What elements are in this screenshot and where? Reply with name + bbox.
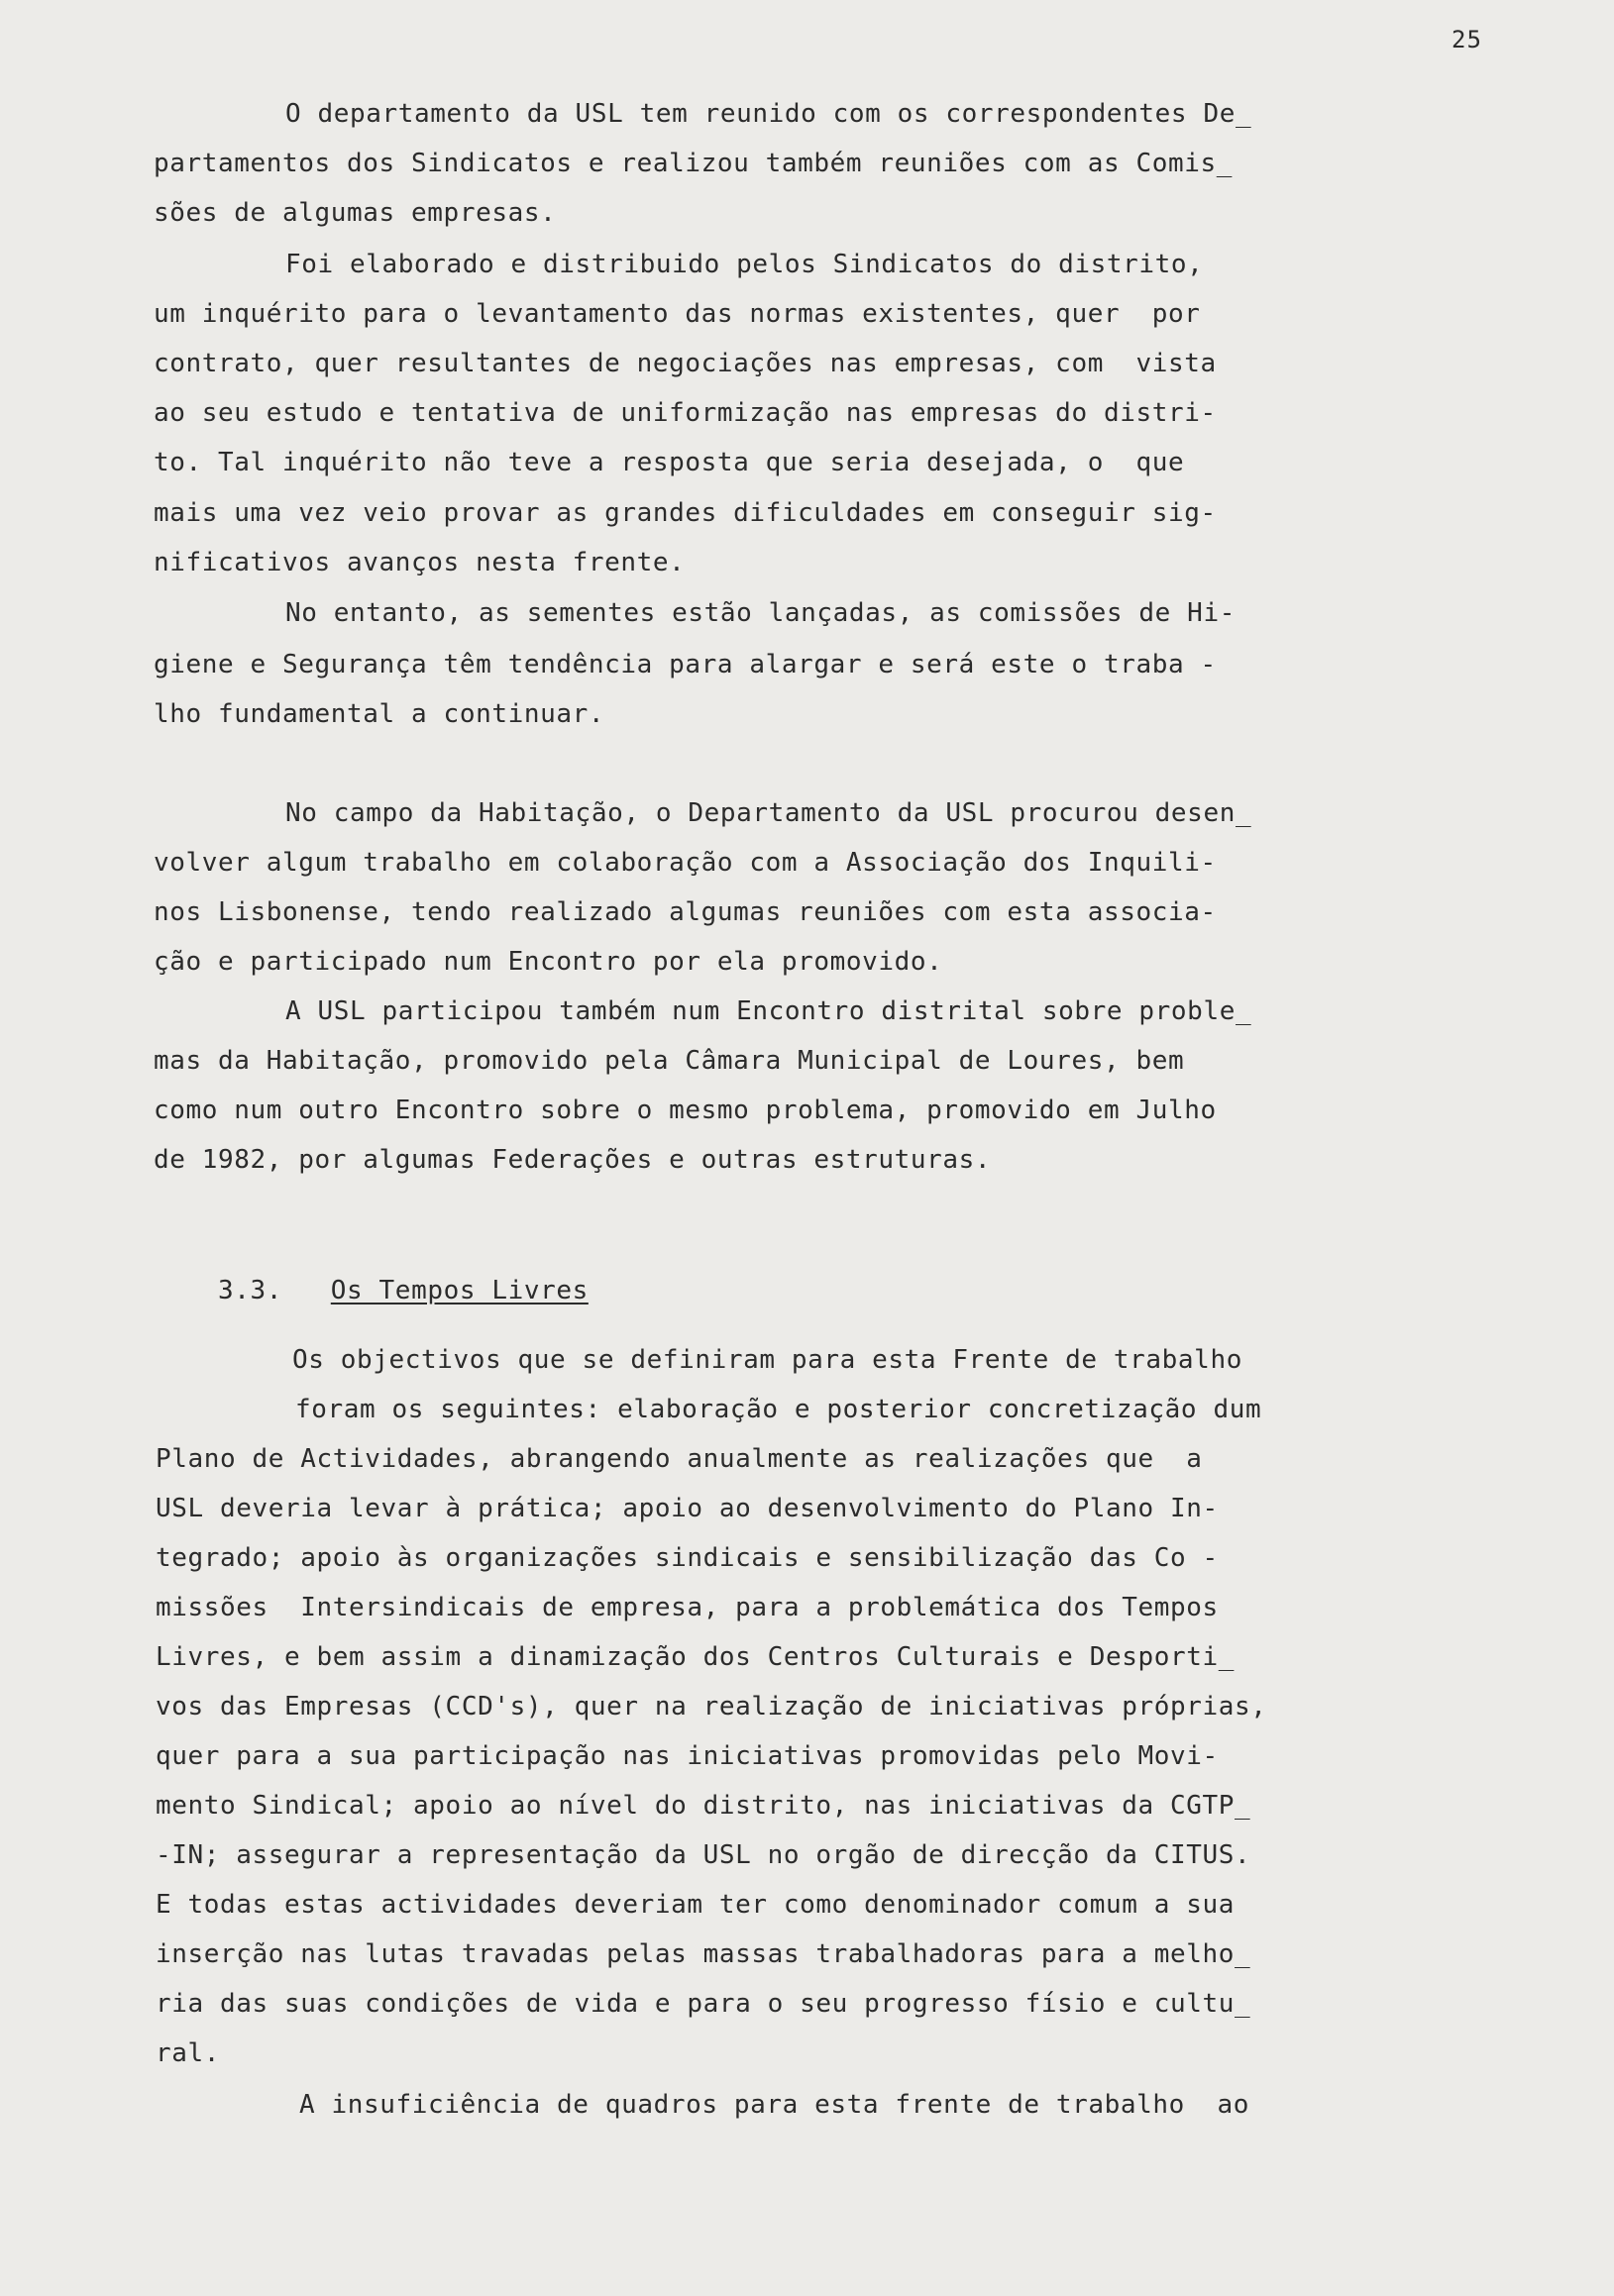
section-heading (154, 1246, 589, 1335)
text-line: ral. (156, 2038, 221, 2068)
section-number: 3.3. (218, 1276, 283, 1305)
text-line: partamentos dos Sindicatos e realizou também reuniões com as Comis_ (154, 149, 1233, 178)
text-line: sões de algumas empresas. (154, 198, 557, 228)
text-line: mais uma vez veio provar as grandes dificuldades em conseguir sig- (154, 498, 1217, 528)
text-line: Plano de Actividades, abrangendo anualmente as realizações que a (156, 1444, 1203, 1474)
text-line: um inquérito para o levantamento das normas existentes, quer por (154, 299, 1201, 329)
text-line: volver algum trabalho em colaboração com a Associação dos Inquili- (154, 848, 1217, 878)
text-line: USL deveria levar à prática; apoio ao desenvolvimento do Plano In- (156, 1494, 1219, 1523)
text-line: nos Lisbonense, tendo realizado algumas reuniões com esta associa- (154, 897, 1217, 927)
text-line: No campo da Habitação, o Departamento da USL procurou desen_ (285, 798, 1252, 828)
text-line: Livres, e bem assim a dinamização dos Centros Culturais e Desporti_ (156, 1642, 1235, 1672)
text-line: Os objectivos que se definiram para esta Frente de trabalho (292, 1345, 1242, 1375)
text-line: vos das Empresas (CCD's), quer na realização de iniciativas próprias, (156, 1692, 1267, 1722)
text-line: nificativos avanços nesta frente. (154, 548, 686, 577)
text-line: A USL participou também num Encontro distrital sobre proble_ (285, 996, 1252, 1026)
text-line: O departamento da USL tem reunido com os correspondentes De_ (285, 99, 1252, 129)
text-line: mento Sindical; apoio ao nível do distrito, nas iniciativas da CGTP_ (156, 1791, 1251, 1821)
text-line: E todas estas actividades deveriam ter como denominador comum a sua (156, 1890, 1235, 1920)
text-line: contrato, quer resultantes de negociações nas empresas, com vista (154, 349, 1217, 378)
text-line: ria das suas condições de vida e para o seu progresso físio e cultu_ (156, 1989, 1251, 2019)
text-line: mas da Habitação, promovido pela Câmara Municipal de Loures, bem (154, 1046, 1185, 1076)
text-line: to. Tal inquérito não teve a resposta que seria desejada, o que (154, 448, 1185, 477)
text-line: foram os seguintes: elaboração e posterior concretização dum (295, 1395, 1262, 1424)
text-line: giene e Segurança têm tendência para alargar e será este o traba - (154, 650, 1217, 679)
section-title: Os Tempos Livres (330, 1276, 589, 1305)
text-line: de 1982, por algumas Federações e outras estruturas. (154, 1145, 992, 1175)
text-line: missões Intersindicais de empresa, para a problemática dos Tempos (156, 1593, 1219, 1622)
text-line: lho fundamental a continuar. (154, 699, 605, 729)
text-line: como num outro Encontro sobre o mesmo problema, promovido em Julho (154, 1096, 1217, 1125)
text-line: ção e participado num Encontro por ela promovido. (154, 947, 943, 977)
text-line: inserção nas lutas travadas pelas massas trabalhadoras para a melho_ (156, 1939, 1251, 1969)
text-line: Foi elaborado e distribuido pelos Sindicatos do distrito, (285, 250, 1204, 279)
text-line: No entanto, as sementes estão lançadas, as comissões de Hi- (285, 598, 1236, 628)
text-line: A insuficiência de quadros para esta frente de trabalho ao (299, 2090, 1249, 2120)
page-number: 25 (1452, 26, 1482, 53)
text-line: quer para a sua participação nas iniciativas promovidas pelo Movi- (156, 1741, 1219, 1771)
text-line: tegrado; apoio às organizações sindicais e sensibilização das Co - (156, 1543, 1219, 1573)
text-line: -IN; assegurar a representação da USL no orgão de direcção da CITUS. (156, 1840, 1251, 1870)
text-line: ao seu estudo e tentativa de uniformização nas empresas do distri- (154, 398, 1217, 428)
